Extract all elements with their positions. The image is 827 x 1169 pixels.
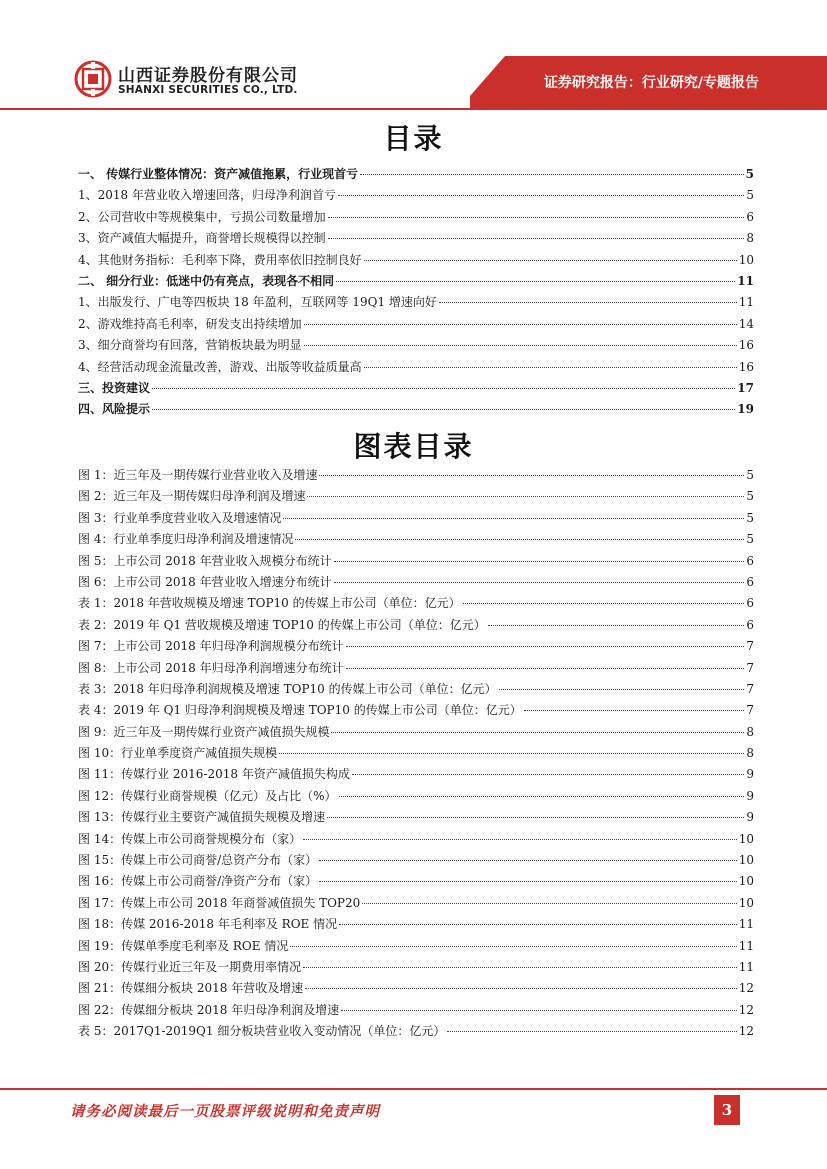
dot-leader	[346, 667, 745, 669]
figure-entry-label: 图 16：传媒上市公司商誉/净资产分布（家）	[78, 874, 318, 889]
figure-entry-label: 图 19：传媒单季度毛利率及 ROE 情况	[78, 938, 289, 953]
toc-entry[interactable]	[78, 228, 754, 249]
dot-leader	[305, 987, 736, 989]
figure-entry-page: 8	[746, 746, 754, 761]
figure-entry-label: 图 15：传媒上市公司商誉/总资产分布（家）	[78, 853, 318, 868]
toc-entry-page: 5	[746, 188, 754, 203]
dot-leader	[328, 237, 745, 239]
toc-entry-page: 17	[737, 380, 754, 395]
toc-entry-label: 2、公司营收中等规模集中，亏损公司数量增加	[78, 209, 326, 224]
figure-entry[interactable]	[78, 743, 754, 764]
toc-entry-label: 3、细分商誉均有回落，营销板块最为明显	[78, 338, 302, 353]
figure-entry-page: 9	[746, 767, 754, 782]
figure-entry[interactable]	[78, 551, 754, 572]
figure-entry-label: 图 6：上市公司 2018 年营业收入增速分布统计	[78, 574, 332, 589]
toc-entry-label: 4、其他财务指标：毛利率下降，费用率依旧控制良好	[78, 252, 362, 267]
figure-entry-page: 12	[738, 1024, 754, 1039]
dot-leader	[524, 709, 745, 711]
figure-entry-page: 7	[746, 703, 754, 718]
figures-title: 图表目录	[353, 430, 474, 463]
dot-leader	[319, 474, 744, 476]
dot-leader	[331, 731, 744, 733]
figure-entry[interactable]	[78, 871, 754, 892]
figure-entry[interactable]	[78, 786, 754, 807]
figure-entry[interactable]	[78, 1000, 754, 1021]
figure-entry[interactable]	[78, 615, 754, 636]
toc-entry-label: 1、出版发行、广电等四板块 18 年盈利，互联网等 19Q1 增速向好	[78, 295, 437, 310]
figure-entry-label: 表 2：2019 年 Q1 营收规模及增速 TOP10 的传媒上市公司（单位：亿元）	[78, 617, 486, 632]
figure-entry[interactable]	[78, 978, 754, 999]
company-name-en: SHANXI SECURITIES CO., LTD.	[118, 84, 298, 96]
figure-entry[interactable]	[78, 529, 754, 550]
figure-entry[interactable]	[78, 957, 754, 978]
figure-entry-label: 图 7：上市公司 2018 年归母净利润规模分布统计	[78, 639, 344, 654]
figure-entry-label: 图 11：传媒行业 2016-2018 年资产减值损失构成	[78, 767, 350, 782]
figure-entry-page: 5	[746, 489, 754, 504]
figure-entry-label: 表 5：2017Q1-2019Q1 细分板块营业收入变动情况（单位：亿元）	[78, 1024, 446, 1039]
figure-entry-page: 6	[746, 596, 754, 611]
figure-entry-page: 5	[746, 510, 754, 525]
dot-leader	[499, 688, 745, 690]
toc-entry-label: 3、资产减值大幅提升，商誉增长规模得以控制	[78, 231, 326, 246]
figure-entry-page: 7	[746, 660, 754, 675]
dot-leader	[327, 816, 744, 818]
page-header	[0, 0, 827, 110]
figure-entry[interactable]	[78, 572, 754, 593]
toc-entry[interactable]	[78, 357, 754, 378]
figure-entry-label: 图 17：传媒上市公司 2018 年商誉减值损失 TOP20	[78, 895, 361, 910]
figure-entry-label: 图 9：近三年及一期传媒行业资产减值损失规模	[78, 724, 330, 739]
toc-entry-page: 16	[738, 359, 754, 374]
figure-entry-page: 6	[746, 574, 754, 589]
company-logo-icon	[74, 60, 112, 98]
figure-entry-page: 6	[746, 553, 754, 568]
toc-entry[interactable]	[78, 250, 754, 271]
toc-entry[interactable]	[78, 314, 754, 335]
toc-entry[interactable]	[78, 399, 754, 420]
toc-entry-label: 2、游戏维持高毛利率，研发支出持续增加	[78, 316, 302, 331]
dot-leader	[279, 752, 744, 754]
figure-entry[interactable]	[78, 593, 754, 614]
figures-list	[78, 465, 754, 1043]
figure-entry[interactable]	[78, 936, 754, 957]
toc-entry-page: 6	[746, 209, 754, 224]
toc-entry-label: 三、投资建议	[78, 380, 151, 395]
figure-entry-page: 10	[738, 874, 754, 889]
toc-entry-page: 10	[738, 252, 754, 267]
dot-leader	[364, 259, 737, 261]
figure-entry[interactable]	[78, 700, 754, 721]
company-name-cn: 山西证券股份有限公司	[118, 66, 298, 86]
figure-entry-label: 图 22：传媒细分板块 2018 年归母净利润及增速	[78, 1002, 340, 1017]
figure-entry[interactable]	[78, 807, 754, 828]
figure-entry[interactable]	[78, 465, 754, 486]
dot-leader	[328, 216, 745, 218]
toc-entry-page: 19	[737, 402, 754, 417]
figure-entry[interactable]	[78, 658, 754, 679]
toc-entry-page: 8	[746, 231, 754, 246]
toc-entry-label: 4、经营活动现金流量改善，游戏、出版等收益质量高	[78, 359, 362, 374]
figure-entry-page: 9	[746, 788, 754, 803]
figure-entry[interactable]	[78, 679, 754, 700]
dot-leader	[362, 902, 736, 904]
dot-leader	[338, 194, 744, 196]
figure-entry-page: 11	[738, 959, 754, 974]
figure-entry-page: 5	[746, 468, 754, 482]
toc-entry-label: 四、风险提示	[78, 402, 151, 417]
figure-entry[interactable]	[78, 914, 754, 935]
dot-leader	[319, 859, 737, 861]
figure-entry[interactable]	[78, 636, 754, 657]
figure-entry-label: 图 10：行业单季度资产减值损失规模	[78, 746, 278, 761]
figure-entry[interactable]	[78, 850, 754, 871]
dot-leader	[341, 1009, 736, 1011]
footer-divider	[0, 1088, 827, 1090]
figure-entry-label: 图 20：传媒行业近三年及一期费用率情况	[78, 959, 302, 974]
figure-entry-page: 12	[738, 1002, 754, 1017]
figure-entry[interactable]	[78, 486, 754, 507]
figure-entry-label: 图 21：传媒细分板块 2018 年营收及增速	[78, 981, 304, 996]
page-number: 3	[714, 1095, 740, 1125]
figure-entry-page: 9	[746, 810, 754, 825]
toc-entry[interactable]	[78, 164, 754, 185]
toc-entry-label: 二、 细分行业：低迷中仍有亮点，表现各不相同	[78, 273, 335, 288]
figure-entry[interactable]	[78, 722, 754, 743]
toc-list	[78, 164, 754, 421]
footer-disclaimer: 请务必阅读最后一页股票评级说明和免责声明	[70, 1103, 380, 1120]
toc-entry[interactable]	[78, 378, 754, 399]
toc-entry-label: 1、2018 年营业收入增速回落，归母净利润首亏	[78, 188, 336, 203]
toc-entry-page: 11	[738, 295, 754, 310]
dot-leader	[346, 645, 745, 647]
dot-leader	[304, 323, 737, 325]
figure-entry-page: 7	[746, 681, 754, 696]
figure-entry-page: 10	[738, 831, 754, 846]
figure-entry-label: 图 4：行业单季度归母净利润及增速情况	[78, 532, 294, 547]
dot-leader	[304, 344, 737, 346]
dot-leader	[360, 173, 743, 175]
dot-leader	[334, 560, 745, 562]
toc-title: 目录	[383, 122, 444, 155]
figure-entry-page: 5	[746, 532, 754, 547]
dot-leader	[152, 408, 735, 410]
figure-entry-page: 10	[738, 895, 754, 910]
dot-leader	[334, 581, 745, 583]
figure-entry-page: 11	[738, 938, 754, 953]
figure-entry-page: 11	[738, 917, 754, 932]
toc-entry-label: 一、 传媒行业整体情况：资产减值拖累，行业现首亏	[78, 167, 359, 181]
figure-entry[interactable]	[78, 893, 754, 914]
dot-leader	[439, 301, 737, 303]
dot-leader	[283, 517, 744, 519]
toc-entry[interactable]	[78, 271, 754, 292]
dot-leader	[352, 773, 745, 775]
figure-entry[interactable]	[78, 1021, 754, 1042]
figure-entry-label: 图 14：传媒上市公司商誉规模分布（家）	[78, 831, 302, 846]
figure-entry-label: 图 8：上市公司 2018 年归母净利润增速分布统计	[78, 660, 344, 675]
figure-entry-label: 图 13：传媒行业主要资产减值损失规模及增速	[78, 810, 326, 825]
figure-entry-label: 图 18：传媒 2016-2018 年毛利率及 ROE 情况	[78, 917, 338, 932]
dot-leader	[303, 966, 737, 968]
dot-leader	[336, 280, 735, 282]
figure-entry-page: 6	[746, 617, 754, 632]
figure-entry-label: 表 3：2018 年归母净利润规模及增速 TOP10 的传媒上市公司（单位：亿元）	[78, 681, 497, 696]
figure-entry-page: 10	[738, 853, 754, 868]
figure-entry-label: 表 1：2018 年营收规模及增速 TOP10 的传媒上市公司（单位：亿元）	[78, 596, 461, 611]
toc-entry[interactable]	[78, 335, 754, 356]
figure-entry-label: 图 5：上市公司 2018 年营业收入规模分布统计	[78, 553, 332, 568]
toc-entry[interactable]	[78, 292, 754, 313]
dot-leader	[152, 387, 735, 389]
figure-entry-label: 图 1：近三年及一期传媒行业营业收入及增速	[78, 468, 318, 482]
toc-entry-page: 14	[738, 316, 754, 331]
toc-entry-page: 5	[745, 167, 754, 181]
report-type: 证券研究报告：行业研究/专题报告	[543, 75, 759, 91]
figure-entry[interactable]	[78, 764, 754, 785]
figure-entry[interactable]	[78, 829, 754, 850]
dot-leader	[488, 624, 745, 626]
dot-leader	[364, 366, 737, 368]
figure-entry-page: 7	[746, 639, 754, 654]
toc-entry-page: 11	[737, 273, 754, 288]
dot-leader	[339, 795, 745, 797]
dot-leader	[463, 602, 745, 604]
dot-leader	[303, 838, 737, 840]
toc-entry-page: 16	[738, 338, 754, 353]
figure-entry-page: 12	[738, 981, 754, 996]
dot-leader	[290, 945, 736, 947]
figure-entry-page: 8	[746, 724, 754, 739]
figure-entry-label: 表 4：2019 年 Q1 归母净利润规模及增速 TOP10 的传媒上市公司（单位：亿元）	[78, 703, 522, 718]
figure-entry[interactable]	[78, 508, 754, 529]
dot-leader	[339, 923, 737, 925]
toc-entry[interactable]	[78, 185, 754, 206]
dot-leader	[307, 495, 744, 497]
dot-leader	[319, 880, 737, 882]
figure-entry-label: 图 2：近三年及一期传媒归母净利润及增速	[78, 489, 306, 504]
figure-entry-label: 图 3：行业单季度营业收入及增速情况	[78, 510, 282, 525]
figure-entry-label: 图 12：传媒行业商誉规模（亿元）及占比（%）	[78, 788, 337, 803]
dot-leader	[447, 1030, 736, 1032]
toc-entry[interactable]	[78, 207, 754, 228]
dot-leader	[295, 538, 744, 540]
